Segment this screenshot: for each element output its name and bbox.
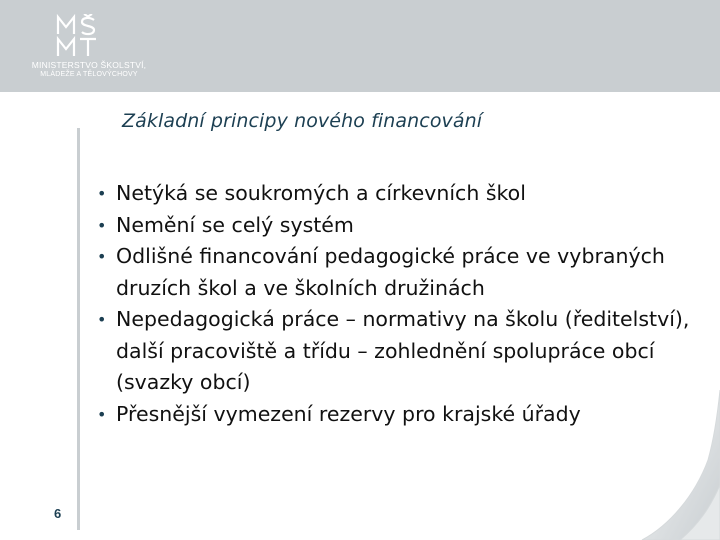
bullet-item: • Nepedagogická práce – normativy na školu (ředitelství), další pracoviště a třídu – zohlednění spolupráce obcí (svazky obcí) xyxy=(92,304,692,399)
bullet-item: • Přesnější vymezení rezervy pro krajské úřady xyxy=(92,399,692,431)
bullet-list xyxy=(92,178,692,430)
logo-text-line2: MLÁDEŽE A TĚLOVÝCHOVY xyxy=(40,71,138,78)
logo-text-line1: MINISTERSTVO ŠKOLSTVÍ, xyxy=(31,60,147,70)
bullet-item: • Nemění se celý systém xyxy=(92,210,692,242)
page-curl-decoration-icon xyxy=(640,390,720,540)
header-band xyxy=(0,0,720,92)
ministry-logo xyxy=(24,14,154,84)
slide-title: Základní principy nového financování xyxy=(122,110,483,132)
page-number: 6 xyxy=(54,506,62,521)
vertical-divider xyxy=(77,128,80,530)
msmt-logo-mark-icon xyxy=(54,14,118,58)
bullet-item: • Netýká se soukromých a církevních škol xyxy=(92,178,692,210)
bullet-item: • Odlišné financování pedagogické práce ve vybraných druzích škol a ve školních družinách xyxy=(92,241,692,304)
